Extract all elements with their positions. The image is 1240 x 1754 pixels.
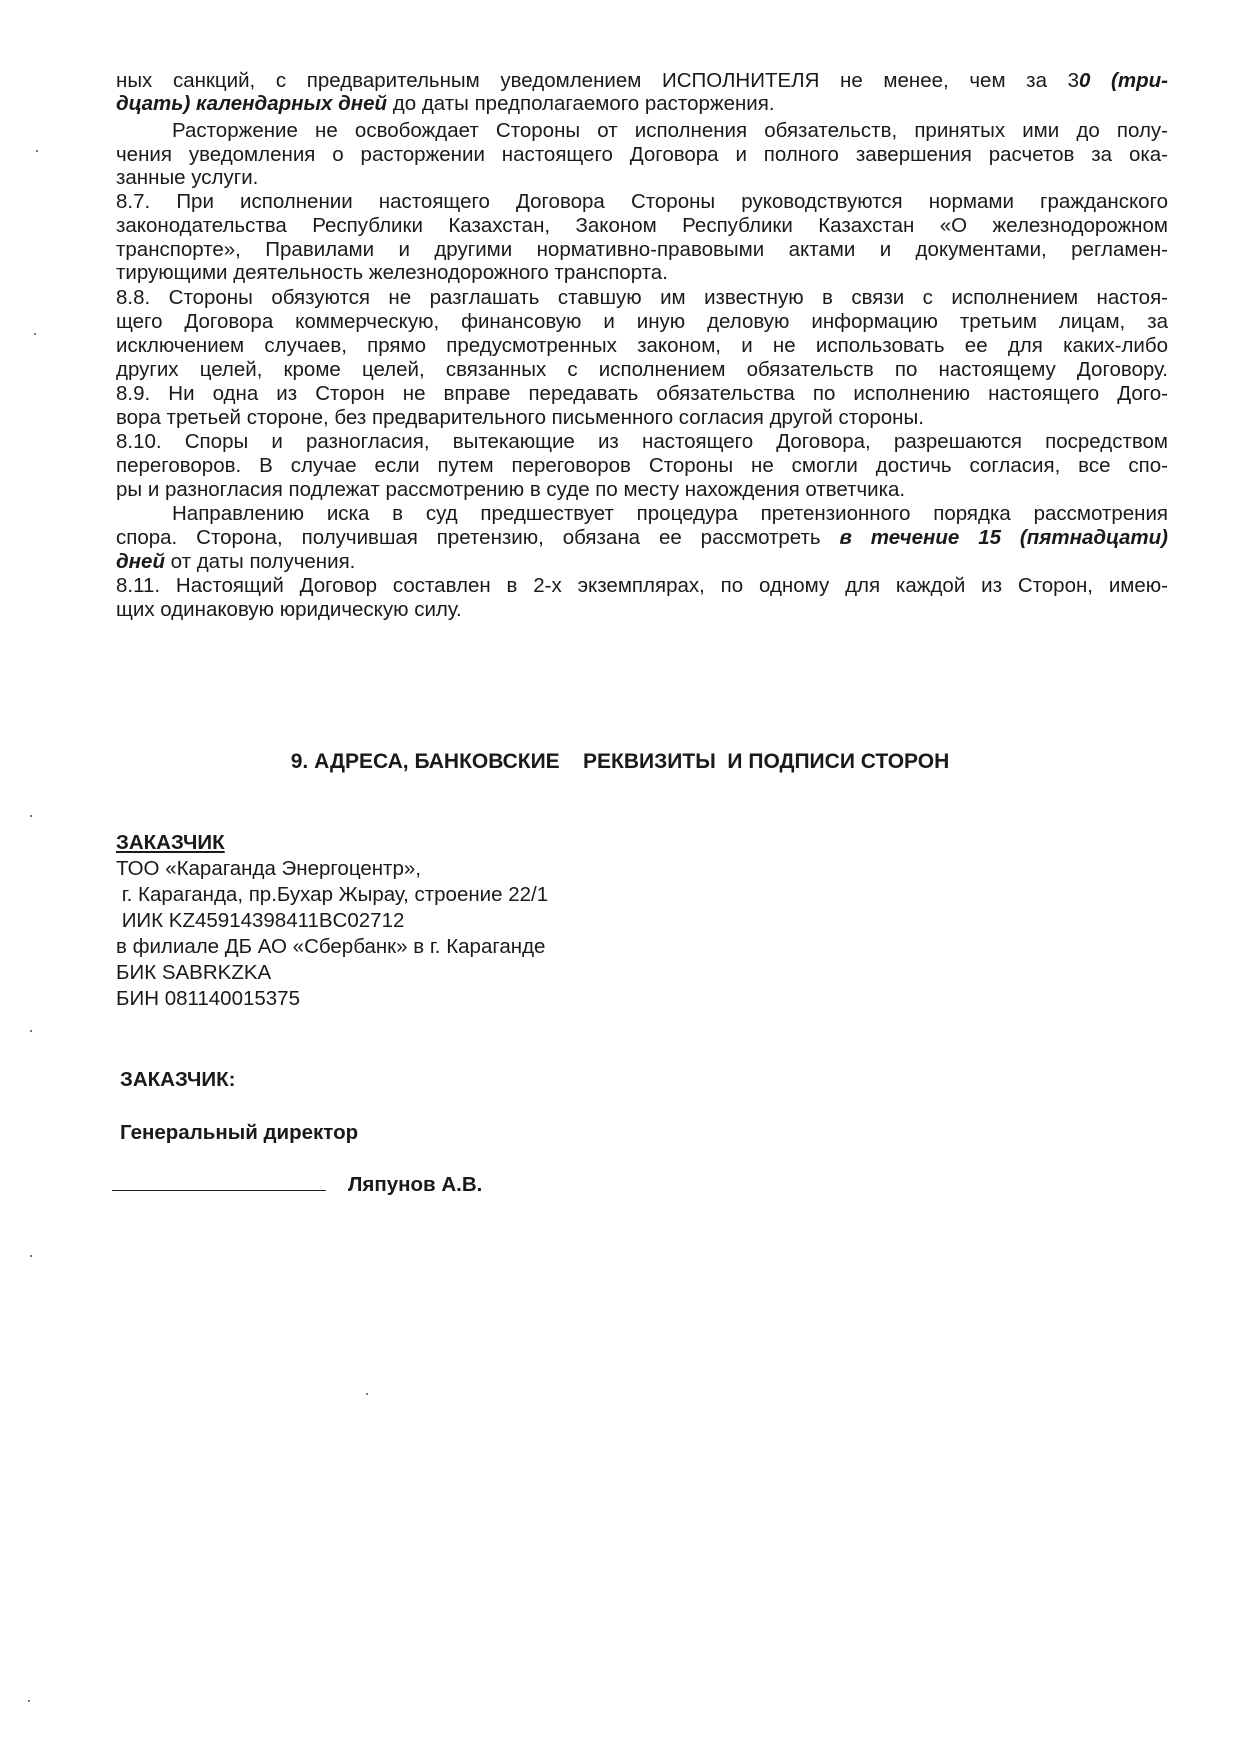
text-line: исключением случаев, прямо предусмотренных законом, и не использовать ее для каких-либо [116,334,1168,357]
text-line: законодательства Республики Казахстан, Законом Республики Казахстан «О железнодорожном [116,214,1168,237]
customer-bik: БИК SABRKZKA [116,961,272,984]
text-line: транспорте», Правилами и другими нормативно-правовыми актами и документами, регламен- [116,238,1168,261]
section-heading: 9. АДРЕСА, БАНКОВСКИЕ РЕКВИЗИТЫ И ПОДПИСИ СТОРОН [290,750,950,773]
emphasis-text: дцать) календарных дней [116,92,388,115]
emphasis-text: 0 (три- [1079,69,1168,92]
text-line: других целей, кроме целей, связанных с исполнением обязательств по настоящему Договору. [116,358,1168,381]
clause-8-9: 8.9. Ни одна из Сторон не вправе передавать обязательства по исполнению настоящего Дого- [116,382,1168,405]
text-line: занные услуги. [116,166,259,189]
clause-8-8: 8.8. Стороны обязуются не разглашать ставшую им известную в связи с исполнением настоя- [116,286,1168,309]
text-line: вора третьей стороне, без предварительного письменного согласия другой стороны. [116,406,924,429]
scan-speck [34,333,36,335]
text-line: щих одинаковую юридическую силу. [116,598,462,621]
emphasis-text: дней [116,550,165,573]
text-line: Расторжение не освобождает Стороны от исполнения обязательств, принятых ими до полу- [172,119,1168,142]
emphasis-text: в течение 15 (пятнадцати) [839,526,1168,549]
scan-speck [36,150,38,152]
signature-row [112,1170,482,1198]
text-line [116,549,1168,575]
text-segment: спора. Сторона, получившая претензию, обязана ее рассмотреть [116,526,840,549]
text-line [116,91,1168,117]
customer-iik: ИИК KZ45914398411BC02712 [116,909,405,932]
scan-speck [30,815,32,817]
signature-line [112,1170,326,1191]
customer-title: ЗАКАЗЧИК [116,831,225,854]
signature-position: Генеральный директор [120,1121,359,1144]
customer-bank: в филиале ДБ АО «Сбербанк» в г. Караганде [116,935,546,958]
signatory-name: Ляпунов А.В. [348,1173,483,1196]
text-line [116,525,1168,551]
customer-bin: БИН 081140015375 [116,987,300,1010]
customer-details [116,830,548,1012]
text-line: тирующими деятельность железнодорожного транспорта. [116,261,668,284]
text-line: переговоров. В случае если путем переговоров Стороны не смогли достичь согласия, все спо- [116,454,1168,477]
text-line: щего Договора коммерческую, финансовую и иную деловую информацию третьим лицам, за [116,310,1168,333]
customer-name: ТОО «Караганда Энергоцентр», [116,857,421,880]
scan-speck [30,1030,32,1032]
clause-8-10: 8.10. Споры и разногласия, вытекающие из настоящего Договора, разрешаются посредством [116,430,1168,453]
scan-speck [30,1255,32,1257]
customer-address: г. Караганда, пр.Бухар Жырау, строение 22/1 [116,883,549,906]
text-segment: ных санкций, с предварительным уведомлением ИСПОЛНИТЕЛЯ не менее, чем за 3 [116,69,1080,92]
text-line: чения уведомления о расторжении настоящего Договора и полного завершения расчетов за ока- [116,143,1168,166]
scan-speck [28,1700,30,1702]
signature-party: ЗАКАЗЧИК: [120,1068,236,1091]
text-line: Направлению иска в суд предшествует процедура претензионного порядка рассмотрения [172,502,1168,525]
text-line: ры и разногласия подлежат рассмотрению в суде по месту нахождения ответчика. [116,478,906,501]
clause-8-7: 8.7. При исполнении настоящего Договора Стороны руководствуются нормами гражданского [116,190,1168,213]
text-segment: от даты получения. [164,550,356,573]
scan-speck [366,1393,368,1395]
text-segment: до даты предполагаемого расторжения. [387,92,775,115]
clause-8-11: 8.11. Настоящий Договор составлен в 2-х экземплярах, по одному для каждой из Сторон, имею- [116,574,1168,597]
